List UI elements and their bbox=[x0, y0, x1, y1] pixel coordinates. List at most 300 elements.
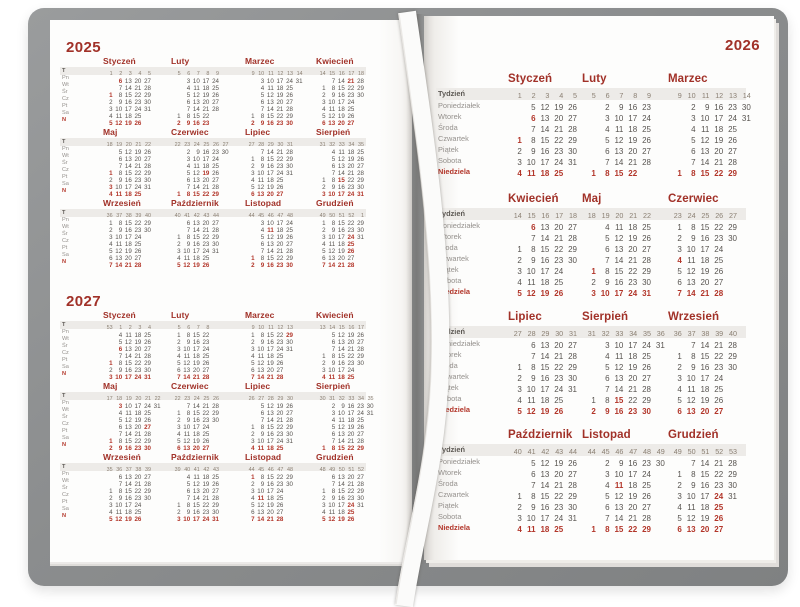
day-row bbox=[245, 485, 293, 495]
day-row bbox=[245, 188, 293, 198]
week-row-label: T bbox=[62, 464, 66, 470]
day-cell: 23 bbox=[202, 241, 210, 248]
day-cell: 29 bbox=[357, 220, 364, 227]
day-row bbox=[103, 407, 161, 417]
week-number: 21 bbox=[135, 142, 142, 148]
day-row bbox=[245, 252, 293, 262]
day-cell: 7 bbox=[605, 385, 610, 394]
month-name: Marzec bbox=[245, 310, 275, 320]
day-cell: 27 bbox=[357, 431, 364, 438]
day-cell: 8 bbox=[691, 223, 696, 232]
day-cell: 20 bbox=[266, 191, 274, 198]
month-name: Luty bbox=[582, 73, 607, 85]
day-row bbox=[508, 500, 577, 511]
day-cell: 6 bbox=[605, 374, 610, 383]
day-cell: 15 bbox=[124, 360, 132, 367]
day-cell: 5 bbox=[331, 332, 336, 339]
day-cell: 5 bbox=[605, 363, 610, 372]
day-cell: 11 bbox=[328, 374, 336, 381]
day-cell: 5 bbox=[517, 407, 522, 416]
day-cell: 25 bbox=[554, 396, 564, 405]
day-cell: 8 bbox=[260, 424, 265, 431]
day-cell: 20 bbox=[554, 223, 564, 232]
day-cell: 11 bbox=[328, 509, 336, 516]
week-number: 34 bbox=[629, 329, 638, 338]
day-cell: 11 bbox=[527, 278, 536, 287]
week-number: 1 bbox=[517, 91, 522, 100]
day-cell: 30 bbox=[357, 184, 364, 191]
day-row bbox=[245, 110, 303, 120]
day-cell: 11 bbox=[257, 353, 265, 360]
day-cell: 7 bbox=[118, 481, 123, 488]
day-cell: 15 bbox=[540, 245, 550, 254]
day-cell: 10 bbox=[526, 385, 536, 394]
day-cell: 9 bbox=[118, 99, 123, 106]
day-cell: 21 bbox=[714, 459, 724, 468]
day-cell: 1 bbox=[322, 220, 326, 227]
day-cell: 6 bbox=[118, 474, 123, 481]
day-cell: 27 bbox=[714, 278, 724, 287]
day-cell: 3 bbox=[331, 410, 336, 417]
label-spacer bbox=[438, 72, 496, 88]
day-cell: 15 bbox=[540, 136, 550, 145]
day-cell: 29 bbox=[568, 245, 577, 254]
day-cell: 16 bbox=[337, 360, 345, 367]
day-cell: 29 bbox=[728, 223, 737, 232]
day-cell: 3 bbox=[251, 170, 255, 177]
day-cell: 17 bbox=[124, 184, 132, 191]
day-cell: 4 bbox=[322, 374, 326, 381]
day-cell: 3 bbox=[517, 267, 522, 276]
day-cell: 19 bbox=[347, 332, 355, 339]
day-cell: 15 bbox=[266, 156, 274, 163]
day-cell: 27 bbox=[714, 407, 724, 416]
day-row bbox=[508, 393, 577, 404]
day-cell: 24 bbox=[276, 346, 284, 353]
day-cell: 12 bbox=[328, 113, 336, 120]
month-name: Marzec bbox=[245, 56, 275, 66]
day-cell: 13 bbox=[266, 241, 274, 248]
day-cell: 28 bbox=[212, 403, 219, 410]
week-number: 47 bbox=[629, 447, 638, 456]
day-cell: 16 bbox=[337, 227, 345, 234]
day-row bbox=[508, 122, 577, 133]
day-row bbox=[582, 404, 665, 415]
day-cell: 26 bbox=[642, 363, 651, 372]
day-row bbox=[171, 421, 219, 431]
day-cell: 6 bbox=[531, 470, 536, 479]
day-row bbox=[668, 286, 737, 297]
day-cell: 18 bbox=[192, 431, 200, 438]
day-cell: 19 bbox=[124, 516, 132, 523]
day-cell: 12 bbox=[115, 516, 123, 523]
week-number: 9 bbox=[215, 71, 219, 77]
day-cell: 15 bbox=[192, 234, 200, 241]
week-number: 31 bbox=[286, 142, 293, 148]
day-cell: 28 bbox=[276, 516, 284, 523]
day-cell: 16 bbox=[700, 234, 710, 243]
month-name: Styczeń bbox=[103, 56, 136, 66]
day-cell: 24 bbox=[276, 170, 284, 177]
day-cell: 8 bbox=[531, 245, 536, 254]
day-cell: 13 bbox=[183, 367, 191, 374]
day-cell: 3 bbox=[109, 106, 113, 113]
day-row bbox=[508, 253, 577, 264]
day-row bbox=[171, 435, 219, 445]
day-row bbox=[582, 264, 651, 275]
day-cell: 14 bbox=[124, 163, 132, 170]
week-number: 30 bbox=[277, 142, 284, 148]
day-cell: 19 bbox=[276, 92, 284, 99]
day-cell: 24 bbox=[642, 341, 651, 350]
day-cell: 10 bbox=[337, 410, 345, 417]
week-number: 35 bbox=[106, 467, 113, 473]
weekday-label: Pn bbox=[62, 400, 69, 406]
month-name: Styczeń bbox=[508, 73, 553, 85]
day-cell: 9 bbox=[260, 120, 265, 127]
week-number: 39 bbox=[174, 467, 181, 473]
week-number: 18 bbox=[357, 71, 364, 77]
day-cell: 30 bbox=[212, 241, 219, 248]
day-row bbox=[171, 224, 219, 234]
day-cell: 30 bbox=[221, 149, 229, 156]
week-number-row bbox=[171, 463, 219, 471]
day-cell: 26 bbox=[144, 417, 151, 424]
week-number: 40 bbox=[174, 213, 181, 219]
day-cell: 26 bbox=[347, 248, 355, 255]
day-cell: 3 bbox=[517, 514, 522, 523]
day-cell: 5 bbox=[517, 289, 522, 298]
day-cell: 31 bbox=[212, 248, 219, 255]
day-cell: 21 bbox=[202, 403, 210, 410]
day-cell: 25 bbox=[134, 191, 142, 198]
weekday-label: Poniedziałek bbox=[438, 221, 480, 230]
day-cell: 13 bbox=[686, 525, 696, 534]
week-number: 9 bbox=[646, 91, 651, 100]
day-cell: 17 bbox=[337, 367, 345, 374]
day-cell: 11 bbox=[115, 509, 123, 516]
day-cell: 12 bbox=[115, 120, 123, 127]
day-cell: 6 bbox=[531, 114, 536, 123]
week-number: 2 bbox=[531, 91, 536, 100]
week-number: 1 bbox=[360, 213, 364, 219]
day-cell: 12 bbox=[337, 156, 345, 163]
day-cell: 21 bbox=[347, 346, 355, 353]
day-cell: 27 bbox=[144, 474, 151, 481]
day-cell: 8 bbox=[186, 113, 191, 120]
day-cell: 16 bbox=[124, 177, 132, 184]
day-cell: 7 bbox=[605, 514, 610, 523]
day-cell: 23 bbox=[628, 407, 638, 416]
weekday-label: Poniedziałek bbox=[438, 339, 480, 348]
day-row bbox=[316, 224, 364, 234]
day-row bbox=[508, 144, 577, 155]
calendar-month-row bbox=[436, 192, 758, 297]
day-cell: 20 bbox=[337, 120, 345, 127]
day-cell: 23 bbox=[357, 403, 364, 410]
day-cell: 30 bbox=[144, 99, 151, 106]
day-cell: 8 bbox=[331, 177, 336, 184]
day-cell: 19 bbox=[628, 492, 638, 501]
day-cell: 21 bbox=[347, 78, 355, 85]
day-cell: 10 bbox=[328, 502, 336, 509]
day-cell: 7 bbox=[691, 341, 696, 350]
day-cell: 7 bbox=[260, 417, 265, 424]
week-number: 8 bbox=[633, 91, 638, 100]
day-cell: 5 bbox=[531, 459, 536, 468]
day-cell: 3 bbox=[186, 78, 191, 85]
day-cell: 11 bbox=[125, 410, 132, 417]
day-cell: 28 bbox=[714, 289, 724, 298]
day-row bbox=[508, 275, 577, 286]
day-cell: 4 bbox=[251, 353, 255, 360]
weekday-label: Śr bbox=[62, 414, 68, 420]
day-cell: 21 bbox=[554, 234, 564, 243]
day-cell: 7 bbox=[331, 170, 336, 177]
day-row bbox=[508, 456, 577, 467]
weekday-label: Sobota bbox=[438, 394, 462, 403]
day-cell: 28 bbox=[357, 481, 364, 488]
day-cell: 22 bbox=[554, 492, 564, 501]
day-row bbox=[171, 75, 219, 85]
month-name: Grudzień bbox=[668, 429, 719, 441]
day-cell: 9 bbox=[531, 256, 536, 265]
week-number: 6 bbox=[605, 91, 610, 100]
day-cell: 10 bbox=[686, 374, 696, 383]
week-number: 4 bbox=[138, 71, 142, 77]
day-cell: 21 bbox=[554, 125, 564, 134]
day-cell: 28 bbox=[357, 346, 364, 353]
day-cell: 30 bbox=[286, 431, 293, 438]
day-row bbox=[245, 224, 293, 234]
day-cell: 24 bbox=[554, 267, 564, 276]
day-cell: 15 bbox=[337, 445, 345, 452]
day-row bbox=[668, 264, 737, 275]
weekday-label: Cz bbox=[62, 96, 69, 102]
day-row bbox=[103, 364, 151, 374]
week-number: 49 bbox=[673, 447, 682, 456]
day-cell: 29 bbox=[286, 255, 293, 262]
day-cell: 7 bbox=[251, 374, 255, 381]
day-cell: 21 bbox=[628, 385, 638, 394]
month-name: Grudzień bbox=[316, 198, 354, 208]
day-cell: 13 bbox=[328, 255, 336, 262]
day-cell: 28 bbox=[728, 341, 737, 350]
day-cell: 7 bbox=[677, 289, 682, 298]
day-cell: 6 bbox=[605, 147, 610, 156]
day-cell: 24 bbox=[202, 424, 210, 431]
day-cell: 21 bbox=[628, 514, 638, 523]
week-number: 27 bbox=[258, 396, 265, 402]
day-row bbox=[582, 338, 665, 349]
day-cell: 16 bbox=[540, 256, 550, 265]
day-cell: 3 bbox=[118, 403, 123, 410]
day-cell: 29 bbox=[144, 220, 151, 227]
week-number: 51 bbox=[338, 213, 345, 219]
day-cell: 11 bbox=[183, 255, 191, 262]
day-cell: 19 bbox=[628, 136, 638, 145]
day-cell: 27 bbox=[642, 147, 651, 156]
day-cell: 22 bbox=[134, 360, 142, 367]
calendar-month-row bbox=[60, 310, 372, 381]
day-cell: 5 bbox=[531, 103, 536, 112]
day-cell: 30 bbox=[642, 278, 651, 287]
calendar-month-row bbox=[60, 452, 372, 523]
day-cell: 29 bbox=[568, 363, 577, 372]
day-cell: 20 bbox=[134, 78, 142, 85]
day-cell: 18 bbox=[192, 255, 200, 262]
day-cell: 26 bbox=[286, 403, 293, 410]
week-number-row bbox=[103, 209, 151, 217]
month-name: Luty bbox=[171, 310, 190, 320]
day-row bbox=[103, 471, 151, 481]
day-cell: 16 bbox=[124, 367, 132, 374]
day-cell: 20 bbox=[554, 114, 564, 123]
week-number: 24 bbox=[193, 396, 200, 402]
week-number: 43 bbox=[212, 467, 219, 473]
week-number: 8 bbox=[206, 325, 210, 331]
month-name: Sierpień bbox=[316, 381, 351, 391]
day-cell: 25 bbox=[134, 509, 142, 516]
week-number: 23 bbox=[184, 142, 191, 148]
day-cell: 4 bbox=[517, 278, 522, 287]
day-cell: 27 bbox=[212, 99, 219, 106]
day-row bbox=[316, 238, 364, 248]
day-cell: 1 bbox=[591, 396, 596, 405]
day-cell: 17 bbox=[614, 289, 624, 298]
day-cell: 7 bbox=[177, 374, 181, 381]
day-cell: 22 bbox=[347, 353, 355, 360]
day-cell: 29 bbox=[144, 92, 151, 99]
day-cell: 22 bbox=[714, 223, 724, 232]
day-cell: 2 bbox=[251, 262, 255, 269]
day-row bbox=[245, 259, 293, 269]
day-row bbox=[316, 103, 364, 113]
week-number: 26 bbox=[212, 396, 219, 402]
day-cell: 20 bbox=[347, 474, 355, 481]
day-cell: 26 bbox=[276, 502, 284, 509]
day-cell: 11 bbox=[687, 256, 696, 265]
day-row bbox=[171, 442, 219, 452]
day-cell: 21 bbox=[266, 374, 274, 381]
day-cell: 24 bbox=[714, 245, 724, 254]
day-cell: 26 bbox=[568, 103, 577, 112]
day-row bbox=[171, 174, 229, 184]
day-cell: 29 bbox=[568, 492, 577, 501]
day-cell: 21 bbox=[700, 289, 710, 298]
week-number: 32 bbox=[329, 142, 336, 148]
day-cell: 13 bbox=[337, 474, 345, 481]
day-cell: 17 bbox=[714, 114, 724, 123]
day-cell: 1 bbox=[177, 332, 181, 339]
week-number: 21 bbox=[144, 396, 151, 402]
label-spacer bbox=[438, 428, 496, 444]
day-cell: 8 bbox=[691, 470, 696, 479]
day-cell: 24 bbox=[714, 492, 724, 501]
day-cell: 23 bbox=[276, 339, 284, 346]
week-number: 27 bbox=[248, 142, 255, 148]
day-cell: 21 bbox=[202, 184, 210, 191]
day-cell: 6 bbox=[260, 410, 265, 417]
day-cell: 7 bbox=[186, 403, 191, 410]
day-cell: 26 bbox=[134, 516, 142, 523]
day-cell: 15 bbox=[266, 332, 274, 339]
week-number: 44 bbox=[568, 447, 577, 456]
day-cell: 31 bbox=[286, 346, 293, 353]
day-cell: 27 bbox=[144, 424, 151, 431]
year-title: 2027 bbox=[66, 293, 101, 310]
day-cell: 19 bbox=[192, 262, 200, 269]
day-row bbox=[508, 371, 577, 382]
day-row bbox=[316, 414, 374, 424]
day-cell: 21 bbox=[202, 227, 210, 234]
day-cell: 28 bbox=[568, 352, 577, 361]
day-cell: 4 bbox=[517, 396, 522, 405]
day-row bbox=[245, 343, 293, 353]
day-cell: 26 bbox=[144, 149, 151, 156]
day-row bbox=[316, 492, 364, 502]
day-cell: 5 bbox=[186, 170, 191, 177]
day-cell: 22 bbox=[628, 525, 638, 534]
label-spacer bbox=[62, 452, 90, 463]
day-cell: 20 bbox=[202, 177, 210, 184]
label-spacer bbox=[62, 310, 90, 321]
day-cell: 25 bbox=[347, 374, 355, 381]
week-number: 4 bbox=[147, 325, 151, 331]
day-cell: 20 bbox=[276, 241, 284, 248]
day-row bbox=[668, 253, 737, 264]
week-number: 18 bbox=[568, 211, 577, 220]
week-number: 12 bbox=[277, 71, 284, 77]
day-cell: 22 bbox=[134, 488, 142, 495]
month-block bbox=[508, 428, 577, 533]
month-name: Luty bbox=[171, 56, 190, 66]
day-cell: 17 bbox=[266, 488, 274, 495]
day-cell: 1 bbox=[177, 410, 181, 417]
day-cell: 13 bbox=[614, 503, 624, 512]
day-row bbox=[103, 153, 151, 163]
day-row bbox=[103, 181, 151, 191]
label-spacer bbox=[438, 310, 496, 326]
day-cell: 26 bbox=[286, 234, 293, 241]
day-row bbox=[171, 181, 229, 191]
day-cell: 30 bbox=[357, 495, 364, 502]
week-number: 20 bbox=[135, 396, 142, 402]
day-cell: 13 bbox=[266, 410, 274, 417]
day-cell: 12 bbox=[337, 424, 345, 431]
month-name: Listopad bbox=[245, 452, 282, 462]
day-cell: 12 bbox=[686, 514, 696, 523]
day-cell: 8 bbox=[691, 169, 696, 178]
week-number: 34 bbox=[348, 142, 355, 148]
day-cell: 22 bbox=[347, 488, 355, 495]
day-cell: 8 bbox=[186, 332, 191, 339]
day-cell: 15 bbox=[192, 410, 200, 417]
day-cell: 19 bbox=[714, 136, 724, 145]
label-spacer bbox=[62, 381, 90, 392]
day-cell: 21 bbox=[714, 341, 724, 350]
weekday-label: Śr bbox=[62, 89, 68, 95]
day-row bbox=[103, 442, 161, 452]
day-cell: 2 bbox=[591, 278, 596, 287]
day-cell: 2 bbox=[109, 367, 113, 374]
day-row bbox=[316, 174, 364, 184]
day-cell: 8 bbox=[118, 170, 123, 177]
week-number: 30 bbox=[319, 396, 326, 402]
day-cell: 16 bbox=[192, 120, 200, 127]
day-cell: 14 bbox=[266, 248, 274, 255]
month-name: Kwiecień bbox=[316, 56, 354, 66]
